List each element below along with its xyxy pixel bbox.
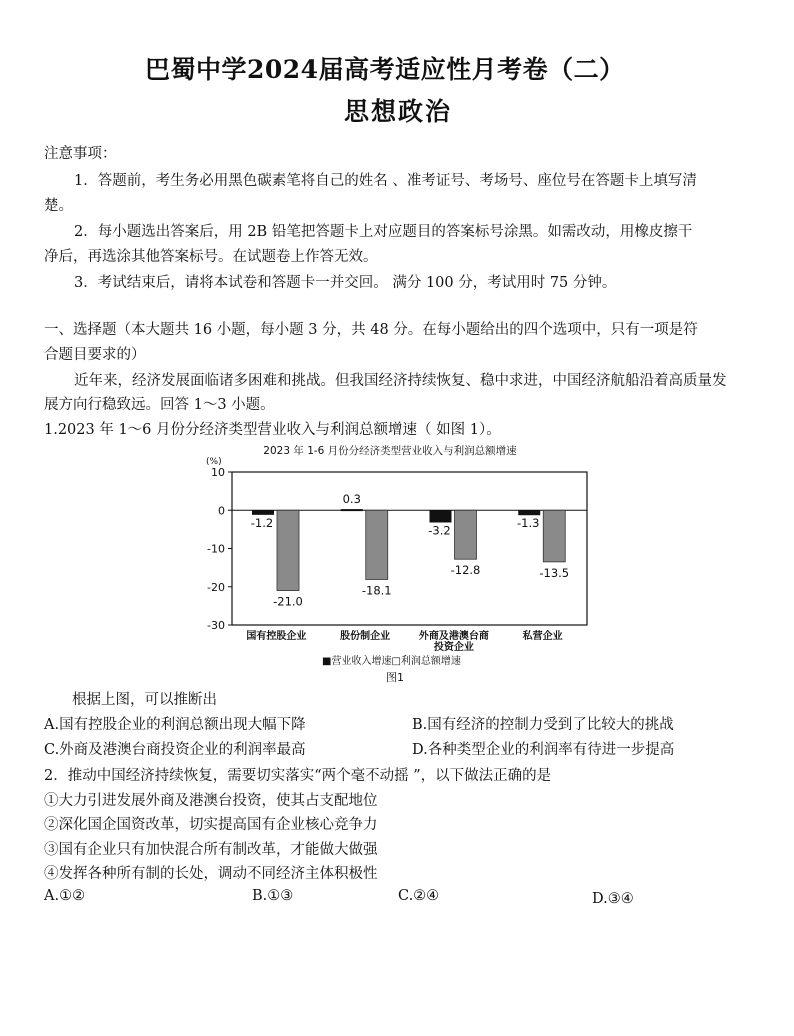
q1-lead: 根据上图，可以推断出 <box>72 692 217 708</box>
section-heading-cont: 合题目要求的） <box>44 347 146 363</box>
revenue-bar <box>252 510 274 515</box>
q1-option-a: A.国有控股企业的利润总额出现大幅下降 <box>44 717 306 733</box>
q1-option-d: D.各种类型企业的利润率有待进一步提高 <box>412 742 675 758</box>
revenue-value-label: -1.2 <box>250 515 274 530</box>
q2-stem: 2．推动中国经济持续恢复，需要切实落实“两个毫不动摇 ”，以下做法正确的是 <box>44 768 552 784</box>
profit-value-label: -12.8 <box>450 563 481 578</box>
revenue-bar <box>341 509 363 511</box>
q2-option-c: C.②④ <box>398 888 440 904</box>
q2-option-d: D.③④ <box>592 891 634 907</box>
revenue-bar <box>430 510 452 522</box>
profit-value-label: -13.5 <box>539 565 570 580</box>
q2-item-3: ③国有企业只有加快混合所有制改革，才能做大做强 <box>44 842 378 858</box>
figure-caption: 图1 <box>386 671 404 684</box>
section-heading: 一、选择题（本大题共 16 小题，每小题 3 分，共 48 分。在每小题给出的四个选项中，只有一项是符 <box>44 322 698 338</box>
exam-title: 巴蜀中学2024届高考适应性月考卷（二） <box>145 55 625 84</box>
notice-heading: 注意事项： <box>44 146 117 162</box>
q1-option-c: C.外商及港澳台商投资企业的利润率最高 <box>44 742 306 758</box>
q2-item-2: ②深化国企国资改革，切实提高国有企业核心竞争力 <box>44 817 378 833</box>
q2-option-b: B.①③ <box>252 888 294 904</box>
q2-item-1: ①大力引进发展外商及港澳台投资，使其占支配地位 <box>44 793 378 809</box>
q1-option-b: B.国有经济的控制力受到了比较大的挑战 <box>412 717 674 733</box>
y-tick-label: 10 <box>211 466 225 479</box>
profit-bar <box>366 510 388 579</box>
revenue-bar <box>518 510 540 515</box>
category-label-line2: 投资企业 <box>433 642 474 652</box>
notice-item-3: 3．考试结束后，请将本试卷和答题卡一并交回。 满分 100 分，考试用时 75 分钟。 <box>74 275 617 291</box>
y-tick-label: -30 <box>207 619 225 632</box>
bar-chart <box>200 440 600 652</box>
category-label: 私营企业 <box>522 631 563 642</box>
q2-item-4: ④发挥各种所有制的长处，调动不同经济主体积极性 <box>44 866 378 882</box>
category-label: 国有控股企业 <box>246 631 307 642</box>
q2-option-a: A.①② <box>44 888 86 904</box>
revenue-value-label: -3.2 <box>428 523 451 538</box>
notice-item-1-cont: 楚。 <box>44 198 73 214</box>
subject-title: 思想政治 <box>344 97 453 126</box>
revenue-value-label: -1.3 <box>517 516 540 531</box>
y-tick-label: -20 <box>207 580 225 594</box>
y-tick-label: -10 <box>207 542 225 556</box>
y-axis-unit: (%) <box>206 457 222 467</box>
notice-item-2: 2．每小题选出答案后，用 2B 铅笔把答题卡上对应题目的答案标号涂黑。如需改动，用橡皮擦干 <box>74 224 693 240</box>
profit-bar <box>455 510 477 559</box>
notice-item-1: 1．答题前，考生务必用黑色碳素笔将自己的姓名 、准考证号、考场号、座位号在答题卡上填写清 <box>74 173 697 189</box>
chart-title: 2023 年 1-6 月份分经济类型营业收入与利润总额增速 <box>263 445 517 457</box>
profit-bar <box>543 510 565 562</box>
category-label: 股份制企业 <box>340 631 391 642</box>
revenue-value-label: 0.3 <box>342 492 361 507</box>
y-tick-label: 0 <box>218 504 225 518</box>
category-label: 外商及港澳台商 <box>418 631 489 642</box>
intro-text: 近年来，经济发展面临诸多困难和挑战。但我国经济持续恢复、稳中求进，中国经济航船沿着高质量发 <box>74 373 727 389</box>
chart-legend: ■营业收入增速□利润总额增速 <box>322 656 461 667</box>
q1-stem: 1.2023 年 1～6 月份分经济类型营业收入与利润总额增速（ 如图 1）。 <box>44 422 501 438</box>
profit-value-label: -21.0 <box>273 594 303 609</box>
profit-value-label: -18.1 <box>361 583 392 598</box>
profit-bar <box>277 510 299 590</box>
notice-item-2-cont: 净后，再选涂其他答案标号。在试题卷上作答无效。 <box>44 249 378 265</box>
intro-text-cont: 展方向行稳致远。回答 1～3 小题。 <box>44 397 275 413</box>
